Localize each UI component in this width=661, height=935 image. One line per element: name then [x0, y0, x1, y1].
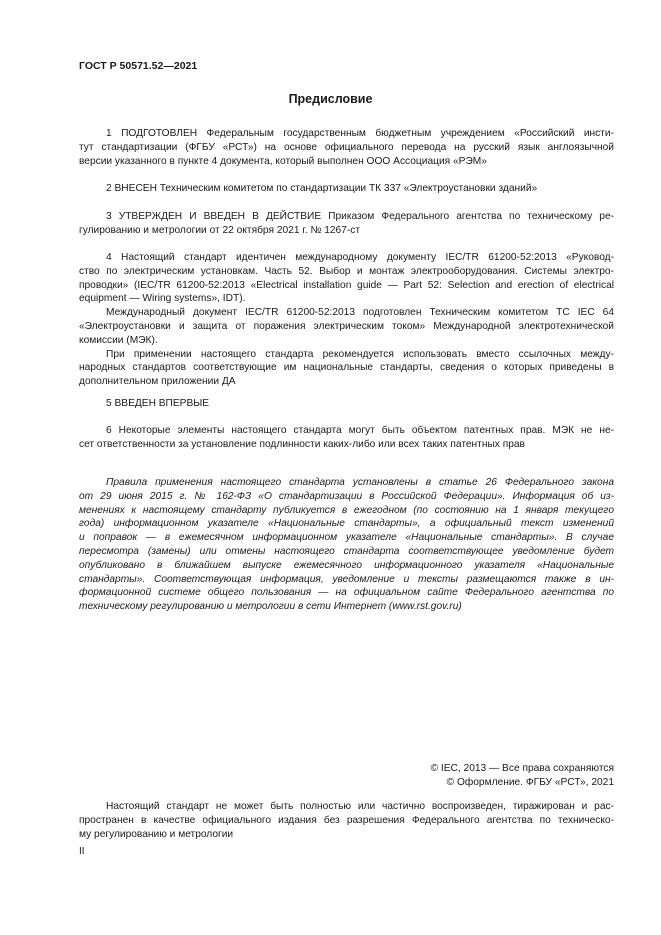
paragraph-line: 3 УТВЕРЖДЕН И ВВЕДЕН В ДЕЙСТВИЕ Приказом Федерального агентства по техническому ре- [106, 211, 614, 222]
paragraph-line: 6 Некоторые элементы настоящего стандарта могут быть объектом патентных прав. МЭК не не- [106, 425, 614, 436]
paragraph-6 [79, 424, 614, 452]
paragraph-line: версии указанного в пункте 4 документа, который выполнен ООО Ассоциация «РЭМ» [79, 155, 487, 167]
notice-line: пересмотра (замены) или отмены настоящего стандарта соответствующее уведомление будет [79, 545, 614, 557]
paragraph-line: 2 ВНЕСЕН Техническим комитетом по стандартизации ТК 337 «Электроустановки зданий» [106, 183, 538, 194]
paragraph-line: сет ответственности за установление подлинности каких-либо или всех таких патентных прав [79, 438, 525, 450]
notice-line: менениях к настоящему стандарту публикуется в ежегодном (по состоянию на 1 января текущего [79, 504, 614, 516]
paragraph-line: народных стандартов соответствующие им национальные стандарты, сведения о которых приведены в [79, 362, 614, 374]
paragraph-5 [79, 397, 614, 411]
notice-line: формационной системе общего пользования — на официальном сайте Федерального агентства по [79, 587, 614, 599]
footer-line: му регулированию и метрологии [79, 828, 234, 840]
paragraph-line: тут стандартизации (ФГБУ «РСТ») на основе официального перевода на русский язык англоязычной [79, 141, 614, 153]
notice-line: и поправок — в ежемесячном информационном указателе «Национальные стандарты». В случае [79, 532, 614, 544]
standard-notice [79, 476, 614, 614]
reproduction-notice [79, 800, 614, 841]
notice-line: техническому регулированию и метрологии в сети Интернет (www.rst.gov.ru) [79, 601, 462, 613]
paragraph-line: 1 ПОДГОТОВЛЕН Федеральным государственным бюджетным учреждением «Российский инсти- [106, 128, 614, 139]
paragraph-line: «Электроустановки и защита от поражения электрическим током» Международной электротехнической [79, 320, 614, 332]
paragraph-line: Международный документ IEC/TR 61200-52:2013 подготовлен Техническим комитетом ТС IEC 64 [106, 307, 614, 319]
paragraph-1 [79, 127, 614, 168]
paragraph-line: equipment — Wiring systems», IDT). [79, 293, 246, 305]
paragraph-line: При применении настоящего стандарта рекомендуется использовать вместо ссылочных между- [106, 348, 614, 360]
paragraph-line: 5 ВВЕДЕН ВПЕРВЫЕ [106, 398, 210, 409]
paragraph-2 [79, 182, 614, 196]
footer-line: Настоящий стандарт не может быть полностью или частично воспроизведен, тиражирован и рас- [106, 801, 614, 812]
page-title: Предисловие [288, 92, 373, 106]
notice-line: от 29 июня 2015 г. № 162-ФЗ «О стандартизации в Российской Федерации». Информация об из- [79, 490, 614, 502]
paragraph-line: ство по электрическим установкам. Часть 52. Выбор и монтаж электрооборудования. Системы электро- [79, 265, 614, 277]
paragraph-line: гулированию и метрологии от 22 октября 2021 г. № 1267-ст [79, 224, 361, 236]
paragraph-line: дополнительном приложении ДА [79, 376, 236, 388]
paragraph-line: 4 Настоящий стандарт идентичен международному документу IEC/TR 61200-52:2013 «Руковод- [106, 252, 614, 263]
page-number: II [79, 846, 85, 857]
notice-line: опубликовано в ближайшем выпуске ежемесячного информационного указателя «Национальные [79, 559, 614, 571]
paragraph-line: комиссии (МЭК). [79, 334, 158, 346]
document-code: ГОСТ Р 50571.52—2021 [79, 60, 198, 72]
paragraph-4 [79, 251, 614, 389]
copyright-rst: © Оформление. ФГБУ «РСТ», 2021 [446, 776, 614, 788]
paragraph-line: проводки» (IEC/TR 61200-52:2013 «Electrical installation guide — Part 52: Selection and erection of electrical [79, 279, 614, 291]
copyright-iec: © IEC, 2013 — Все права сохраняются [430, 763, 614, 774]
notice-line: года) информационном указателе «Национальные стандарты», а официальный текст изменений [79, 518, 614, 530]
footer-line: пространен в качестве официального издания без разрешения Федерального агентства по техническо- [79, 814, 614, 826]
notice-line: стандарты». Соответствующая информация, уведомление и тексты размещаются также в ин- [79, 573, 614, 585]
copyright-block [79, 762, 614, 790]
paragraph-3 [79, 210, 614, 238]
notice-line: Правила применения настоящего стандарта установлены в статье 26 Федерального закона [106, 477, 614, 488]
